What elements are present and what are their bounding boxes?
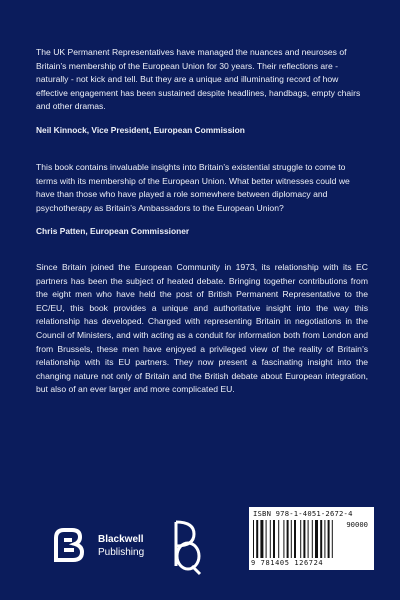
- publisher-name: Blackwell: [98, 534, 144, 545]
- description-text: Since Britain joined the European Community in 1973, its relationship with its EC partners has been the subject of heated debate. Bringing together contributions from the eight men who have held the post of British Permanent Representative to the EC/EU, this book provides a unique and authoritative insight into the way this relationship has developed. Charged with representing Britain in negotiations in the Council of Ministers, and with acting as a conduit for information both from London and from Brussels, these men have enjoyed a privileged view of the reality of Britain’s relationship with its EU partners. They now present a fascinating insight into the changing nature not only of Britain and the British debate about European integration, but also of an ever larger and more complicated EU.: [36, 262, 368, 395]
- endorsement-quote-2: [36, 161, 368, 239]
- isbn-text: ISBN 978-1-4051-2672-4: [253, 509, 353, 518]
- book-description: [36, 261, 368, 397]
- blackwell-b-icon: [52, 524, 92, 564]
- barcode-bars: [253, 520, 339, 558]
- quote-text: This book contains invaluable insights into Britain’s existential struggle to come to terms with its membership of the European Union. What better witnesses could we have than those who have played a role somewhere between diplomacy and psychotherapy as Britain’s Ambassadors to the European Union?: [36, 162, 350, 213]
- publisher-logo: [52, 524, 145, 574]
- endorsement-quote-1: [36, 46, 368, 138]
- price-addon: 90000: [346, 520, 368, 529]
- isbn-barcode: [249, 507, 374, 570]
- quote-attribution: Chris Patten, European Commissioner: [36, 226, 190, 237]
- publisher-subname: Publishing: [98, 547, 145, 558]
- quote-text: The UK Permanent Representatives have managed the nuances and neuroses of Britain’s membership of the European Union for 30 years. Their reflections are - naturally - not kick and tell. But they are a unique and illuminating record of how effective engagement has been sustained despite headlines, handbags, empty chairs and other dramas.: [36, 47, 361, 112]
- quote-attribution: Neil Kinnock, Vice President, European Commission: [36, 124, 245, 135]
- barcode-digits: 9 781405 126724: [251, 559, 324, 567]
- pq-logo-icon: [170, 516, 204, 578]
